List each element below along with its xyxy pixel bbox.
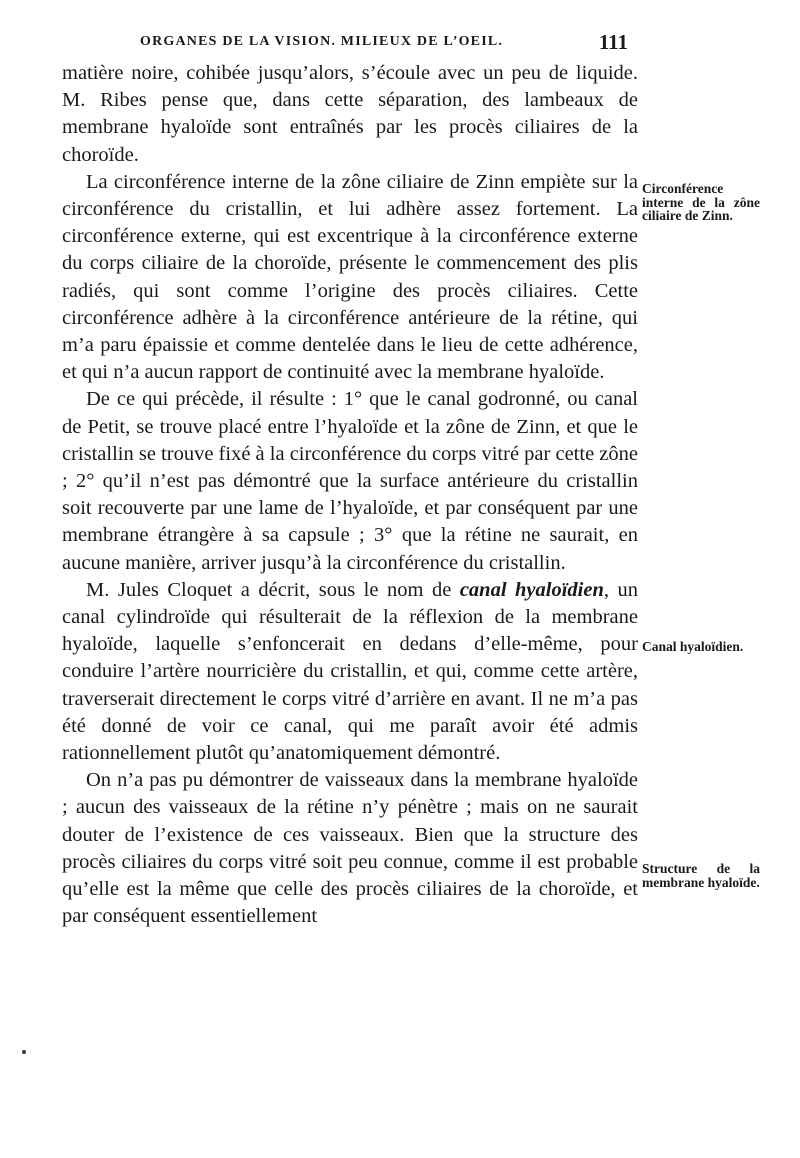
page-number: 111 [598,30,628,54]
ink-speck [22,1050,26,1054]
running-head: ORGANES DE LA VISION. MILIEUX DE L’OEIL. [140,34,504,49]
body-text [62,60,638,931]
paragraph-3: De ce qui précède, il résulte : 1° que le canal godronné, ou canal de Petit, se trouve placé entre l’hyaloïde et la zône de Zinn, et que le cristallin se trouve fixé à la circonférence du corps vitré par cette zône ; 2° qu’il n’est pas démontré que la surface antérieure du cristallin soit recouverte par une lame de l’hyaloïde, et par conséquent par une membrane étrangère à sa capsule ; 3° que la rétine ne saurait, en aucune manière, arriver jusqu’à la circonférence du cristallin. [62,388,638,574]
paragraph-5: On n’a pas pu démontrer de vaisseaux dans la membrane hyaloïde ; aucun des vaisseaux de la rétine n’y pénètre ; mais on ne saurait douter de l’existence de ces vaisseaux. Bien que la structure des procès ciliaires du corps vitré soit peu connue, comme il est probable qu’elle est la même que celle des procès ciliaires de la choroïde, et par conséquent essentiellement [62,769,638,928]
paragraph-4 [62,577,638,767]
margin-note-zone-ciliaire: Circonférence interne de la zône ciliaire de Zinn. [642,181,760,223]
margin-note-canal-hyaloidien: Canal hyaloïdien. [642,639,744,654]
page-header [62,32,628,58]
canal-hyaloidien-term: canal hyaloïdien [459,578,604,601]
paragraph-4-before: M. Jules Cloquet a décrit, sous le nom de [86,578,460,601]
paragraph-1: matière noire, cohibée jusqu’alors, s’écoule avec un peu de liquide. M. Ribes pense que, dans cette séparation, des lambeaux de membrane hyaloïde sont entraînés par les procès ciliaires de la choroïde. [62,62,638,166]
paragraph-2: La circonférence interne de la zône ciliaire de Zinn empiète sur la circonférence du cristallin, et lui adhère assez fortement. La circonférence externe, qui est excentrique à la circonférence externe du corps ciliaire de la choroïde, présente le commencement des plis radiés, qui sont comme l’origine des procès ciliaires. Cette circonférence adhère à la circonférence antérieure de la rétine, qui m’a paru épaissie et comme dentelée dans le lieu de cette adhérence, et qui n’a aucun rapport de continuité avec la membrane hyaloïde. [62,170,638,384]
paragraph-4-after: , un canal cylindroïde qui résulterait de la réflexion de la membrane hyaloïde, laquelle s’enfoncerait en dedans d’elle-même, pour conduire l’artère nourricière du cristallin, et qui, comme cette artère, traverserait directement le corps vitré d’arrière en avant. Il ne m’a pas été donné de voir ce canal, qui me paraît avoir été admis rationnellement plutôt qu’anatomiquement démontré. [62,578,638,765]
margin-note-structure: Structure de la membrane hyaloïde. [642,861,760,890]
